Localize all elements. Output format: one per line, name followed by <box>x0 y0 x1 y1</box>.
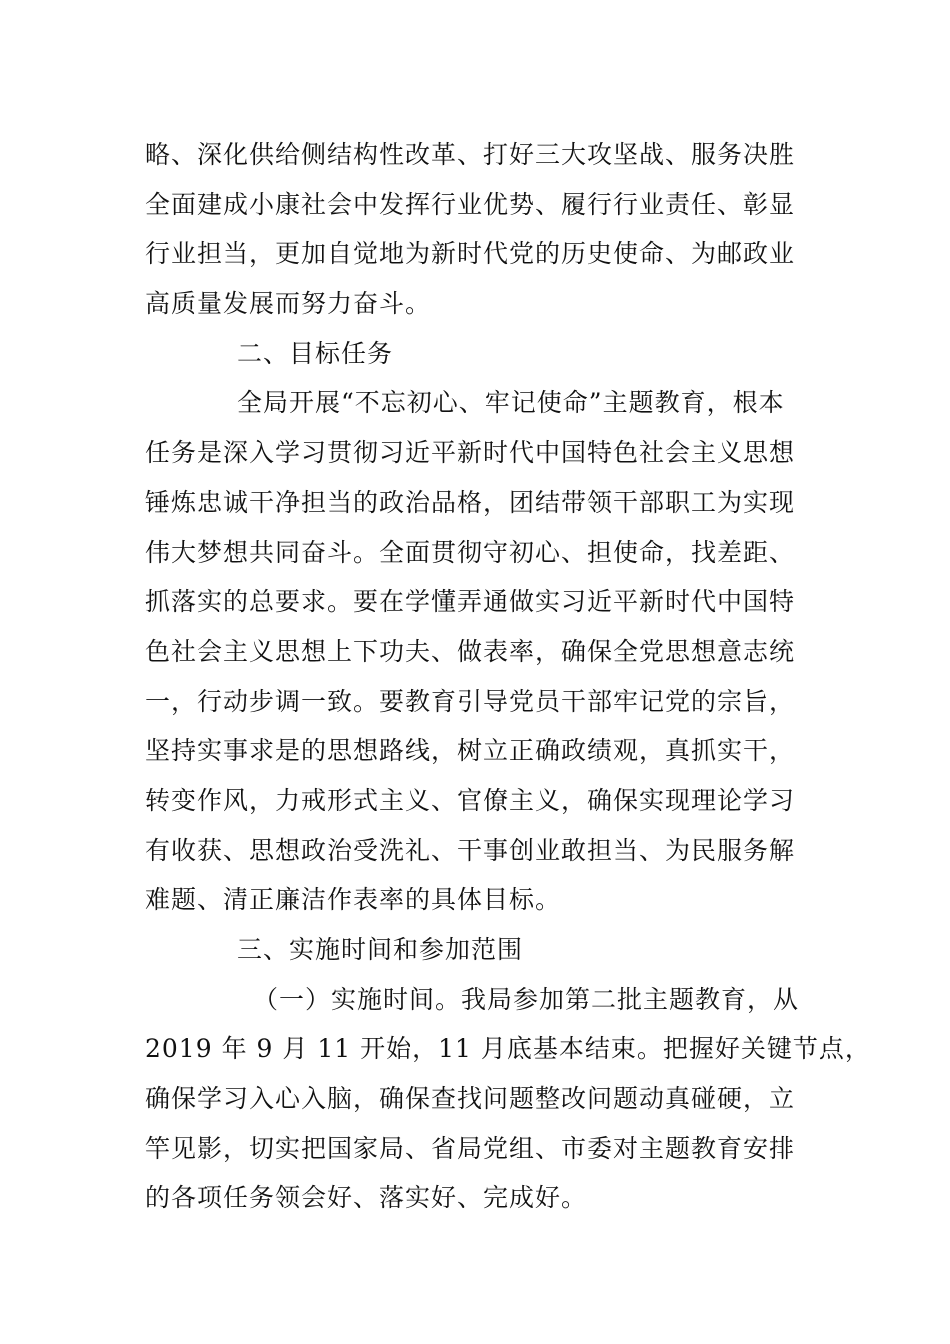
paragraph-line: 略、深化供给侧结构性改革、打好三大攻坚战、服务决胜 <box>145 140 796 169</box>
section-heading-schedule: 三、实施时间和参加范围 <box>237 935 524 964</box>
paragraph-line: 全局开展“不忘初心、牢记使命”主题教育，根本 <box>237 388 785 418</box>
section-heading-goals: 二、目标任务 <box>237 338 394 368</box>
paragraph-line: 任务是深入学习贯彻习近平新时代中国特色社会主义思想 <box>145 438 796 468</box>
body-text <box>145 130 871 1223</box>
paragraph-line: 抓落实的总要求。要在学懂弄通做实习近平新时代中国特 <box>145 587 796 617</box>
paragraph-line: 有收获、思想政治受洗礼、干事创业敢担当、为民服务解 <box>145 835 796 865</box>
paragraph-line: 色社会主义思想上下功夫、做表率，确保全党思想意志统 <box>145 636 796 666</box>
paragraph-line: 坚持实事求是的思想路线，树立正确政绩观，真抓实干， <box>145 736 796 766</box>
paragraph-line: 全面建成小康社会中发挥行业优势、履行行业责任、彰显 <box>145 189 796 219</box>
paragraph-line: 转变作风，力戒形式主义、官僚主义，确保实现理论学习 <box>145 785 796 815</box>
paragraph-line: 竿见影，切实把国家局、省局党组、市委对主题教育安排 <box>145 1133 796 1163</box>
paragraph-line: 锤炼忠诚干净担当的政治品格，团结带领干部职工为实现 <box>145 487 796 517</box>
paragraph-line: 一，行动步调一致。要教育引导党员干部牢记党的宗旨， <box>145 686 796 716</box>
paragraph-line: 2019 年 9 月 11 开始，11 月底基本结束。把握好关键节点， <box>145 1034 871 1064</box>
paragraph-line: （一）实施时间。我局参加第二批主题教育，从 <box>253 984 800 1014</box>
paragraph-line: 难题、清正廉洁作表率的具体目标。 <box>145 885 562 915</box>
paragraph-line: 的各项任务领会好、落实好、完成好。 <box>145 1183 588 1213</box>
paragraph-line: 确保学习入心入脑，确保查找问题整改问题动真碰硬，立 <box>145 1084 796 1114</box>
paragraph-line: 行业担当，更加自觉地为新时代党的历史使命、为邮政业 <box>145 239 796 269</box>
paragraph-line: 伟大梦想共同奋斗。全面贯彻守初心、担使命，找差距、 <box>145 537 796 567</box>
paragraph-line: 高质量发展而努力奋斗。 <box>145 289 432 319</box>
